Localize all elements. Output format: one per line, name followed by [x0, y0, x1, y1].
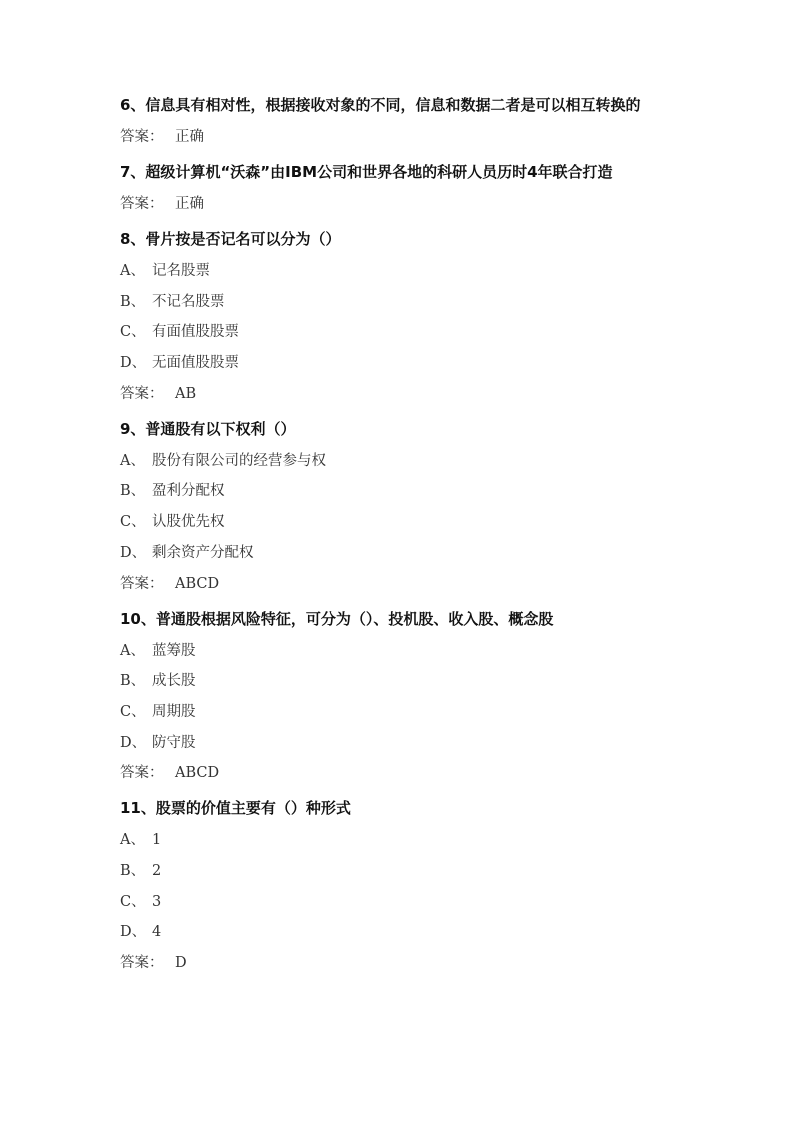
question-text: 8、骨片按是否记名可以分为（） — [120, 230, 341, 248]
option-letter: C、 — [120, 893, 146, 910]
answer-line — [120, 953, 680, 973]
option-letter: A、 — [120, 832, 145, 849]
answer-value: ABCD — [175, 575, 220, 592]
question-block — [120, 94, 680, 147]
question-text: 11、股票的价值主要有（）种形式 — [120, 799, 351, 818]
option-a — [120, 451, 680, 471]
answer-label: 答案： — [120, 129, 164, 145]
question-block — [120, 797, 680, 973]
option-text: 成长股 — [152, 673, 196, 690]
option-a — [120, 261, 680, 281]
question-block — [120, 418, 680, 594]
answer-value: 正确 — [175, 196, 204, 212]
answer-value: ABCD — [175, 765, 220, 782]
option-text: 有面值股股票 — [152, 324, 239, 341]
option-letter: B、 — [120, 293, 146, 310]
option-letter: D、 — [120, 734, 147, 751]
option-text: 防守股 — [152, 734, 196, 751]
option-d — [120, 353, 680, 373]
option-text: 周期股 — [152, 703, 196, 720]
option-letter: A、 — [120, 642, 145, 659]
option-c — [120, 892, 680, 912]
answer-line — [120, 127, 680, 147]
answer-label: 答案： — [120, 575, 164, 592]
answer-label: 答案： — [120, 385, 164, 402]
option-letter: B、 — [120, 862, 146, 879]
option-b — [120, 481, 680, 501]
option-d — [120, 543, 680, 563]
option-letter: D、 — [120, 355, 147, 372]
option-text: 2 — [152, 862, 162, 879]
question-block — [120, 608, 680, 784]
option-d — [120, 922, 680, 942]
question-text: 9、普通股有以下权利（） — [120, 419, 296, 438]
answer-label: 答案： — [120, 765, 164, 782]
answer-value: 正确 — [175, 129, 204, 145]
option-letter: B、 — [120, 673, 146, 690]
option-b — [120, 292, 680, 312]
option-c — [120, 512, 680, 532]
document-page — [120, 94, 680, 973]
option-letter: A、 — [120, 452, 145, 469]
answer-line — [120, 194, 680, 214]
option-a — [120, 830, 680, 850]
answer-value: AB — [175, 385, 197, 402]
option-letter: C、 — [120, 324, 146, 341]
answer-line — [120, 763, 680, 783]
option-text: 盈利分配权 — [152, 483, 225, 500]
option-text: 认股优先权 — [152, 514, 225, 531]
option-letter: A、 — [120, 263, 145, 279]
option-letter: C、 — [120, 703, 146, 720]
option-text: 4 — [152, 924, 162, 941]
option-text: 记名股票 — [152, 263, 210, 279]
option-letter: C、 — [120, 514, 146, 531]
answer-line — [120, 574, 680, 594]
option-letter: D、 — [120, 924, 147, 941]
option-c — [120, 322, 680, 342]
option-d — [120, 733, 680, 753]
option-b — [120, 861, 680, 881]
answer-value: D — [175, 955, 187, 971]
option-b — [120, 671, 680, 691]
option-text: 3 — [152, 893, 162, 910]
question-text: 6、信息具有相对性，根据接收对象的不同，信息和数据二者是可以相互转换的 — [120, 96, 641, 114]
option-text: 股份有限公司的经营参与权 — [152, 452, 326, 469]
question-text: 10、普通股根据风险特征，可分为（）、投机股、收入股、概念股 — [120, 609, 554, 628]
option-text: 不记名股票 — [152, 293, 225, 310]
option-text: 剩余资产分配权 — [152, 544, 254, 561]
answer-label: 答案： — [120, 196, 164, 212]
option-text: 蓝筹股 — [152, 642, 196, 659]
option-letter: B、 — [120, 483, 146, 500]
option-a — [120, 641, 680, 661]
answer-line — [120, 384, 680, 404]
option-text: 1 — [152, 832, 162, 849]
question-block — [120, 161, 680, 214]
option-text: 无面值股股票 — [152, 355, 239, 372]
option-c — [120, 702, 680, 722]
answer-label: 答案： — [120, 955, 164, 971]
question-text: 7、超级计算机“沃森”由IBM公司和世界各地的科研人员历时4年联合打造 — [120, 163, 613, 181]
option-letter: D、 — [120, 544, 147, 561]
question-block — [120, 228, 680, 404]
